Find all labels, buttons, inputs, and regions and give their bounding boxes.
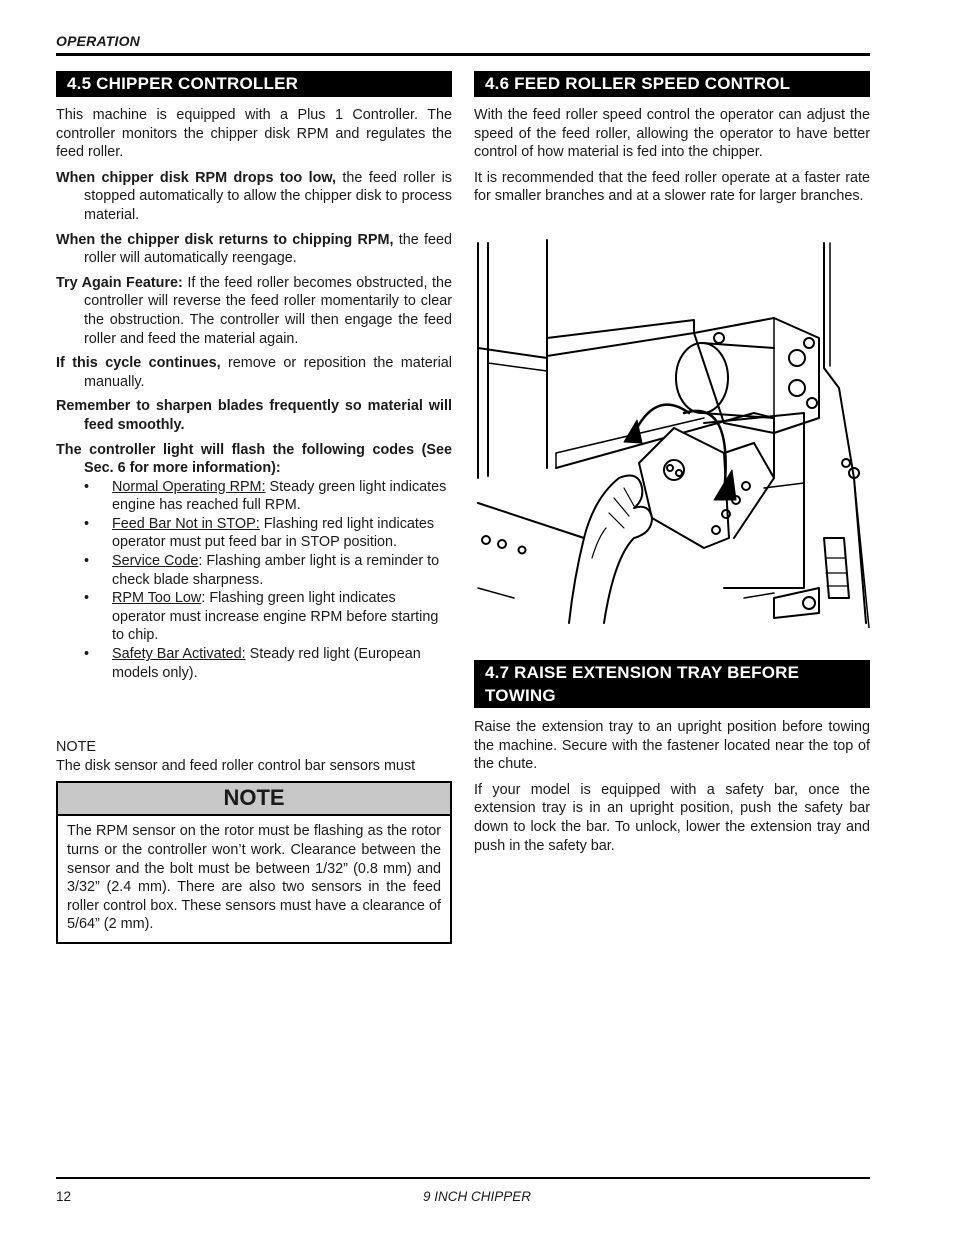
list-item [56,645,452,682]
item-lead: Try Again Feature: [56,274,183,291]
page-number: 12 [56,1189,72,1204]
bullet: • [84,646,90,663]
item-lead: When the chipper disk returns to chipping RPM, [56,231,394,248]
feed-roller-speed-control-illustration [474,238,870,628]
note-plain-text: The disk sensor and feed roller control bar sensors must [56,757,416,774]
note-box [56,781,452,944]
list-item [56,552,452,589]
list-item [56,589,452,645]
list-item [56,515,452,552]
code-text: Steady green light indicates engine has reached full RPM. [112,478,447,514]
code-label: RPM Too Low [112,590,202,607]
left-column [56,71,452,944]
code-label: Service Code [112,553,199,570]
bullet: • [84,553,90,570]
controller-item [56,231,452,268]
code-label: Feed Bar Not in STOP: [112,515,260,532]
controller-item [56,354,452,391]
item-lead: If this cycle continues, [56,355,221,372]
note-plain-title: NOTE [56,739,96,756]
bullet: • [84,478,90,495]
bullet: • [84,590,90,607]
item-lead: The controller light will flash the following codes (See Sec. 6 for more information): [56,441,452,477]
footer-rule [56,1177,870,1179]
controller-item [56,274,452,348]
section-4-7-paragraph: Raise the extension tray to an upright position before towing the machine. Secure with the fastener located near the top of the chute. [474,718,870,773]
code-text: Flashing red light indicates operator must put feed bar in STOP position. [112,515,435,551]
section-4-5-heading: 4.5 CHIPPER CONTROLLER [56,71,452,97]
list-item [56,478,452,515]
item-text: If the feed roller becomes obstructed, the controller will reverse the feed roller momentarily to clear the obstruction. The controller will then engage the feed roller and feed the material again. [84,274,453,347]
code-label: Normal Operating RPM: [112,478,266,495]
code-text: : Flashing amber light is a reminder to check blade sharpness. [112,553,440,588]
code-text: : Flashing green light indicates operator must increase engine RPM before starting to chip. [112,590,439,644]
code-label: Safety Bar Activated: [112,646,246,663]
item-text: remove or reposition the material manually. [84,355,452,390]
section-4-6-paragraph: With the feed roller speed control the operator can adjust the speed of the feed roller, allowing the operator to have better control of how material is fed into the chipper. [474,107,870,161]
footer-title: 9 INCH CHIPPER [422,1189,532,1204]
section-4-6-paragraph: It is recommended that the feed roller operate at a faster rate for smaller branches and at a slower rate for larger branches. [474,169,870,205]
header-rule [56,53,870,56]
section-4-7-heading: 4.7 RAISE EXTENSION TRAY BEFORE TOWING [474,660,870,708]
section-4-7-paragraph: If your model is equipped with a safety bar, once the extension tray is in an upright position, push the safety bar down to lock the bar. To unlock, lower the extension tray and push in the safety bar. [474,781,870,854]
item-text: the feed roller will automatically reengage. [84,231,452,267]
item-lead: Remember to sharpen blades frequently so material will feed smoothly. [56,398,452,433]
section-4-6-heading: 4.6 FEED ROLLER SPEED CONTROL [474,71,870,97]
item-lead: When chipper disk RPM drops too low, [56,169,337,186]
bullet: • [84,515,90,532]
controller-item [56,169,452,225]
code-text: Steady red light (European models only). [112,646,421,681]
note-box-title: NOTE [58,783,450,816]
light-code-list [56,478,452,683]
controller-item [56,441,452,478]
item-text: the feed roller is stopped automatically to allow the chipper disk to process material. [84,169,452,223]
note-box-text: The RPM sensor on the rotor must be flashing as the rotor turns or the controller won’t work. Clearance between the sensor and the bolt must be between 1/32” (0.8 mm) and 3/32” (2.4 mm). There are also two sensors in the feed roller control box. These sensors must have a clearance of 5/64” (2 mm). [67,823,441,933]
section-4-5-intro: This machine is equipped with a Plus 1 Controller. The controller monitors the chipper disk RPM and regulates the feed roller. [56,107,452,161]
running-header: OPERATION [56,33,140,49]
controller-item [56,397,452,434]
